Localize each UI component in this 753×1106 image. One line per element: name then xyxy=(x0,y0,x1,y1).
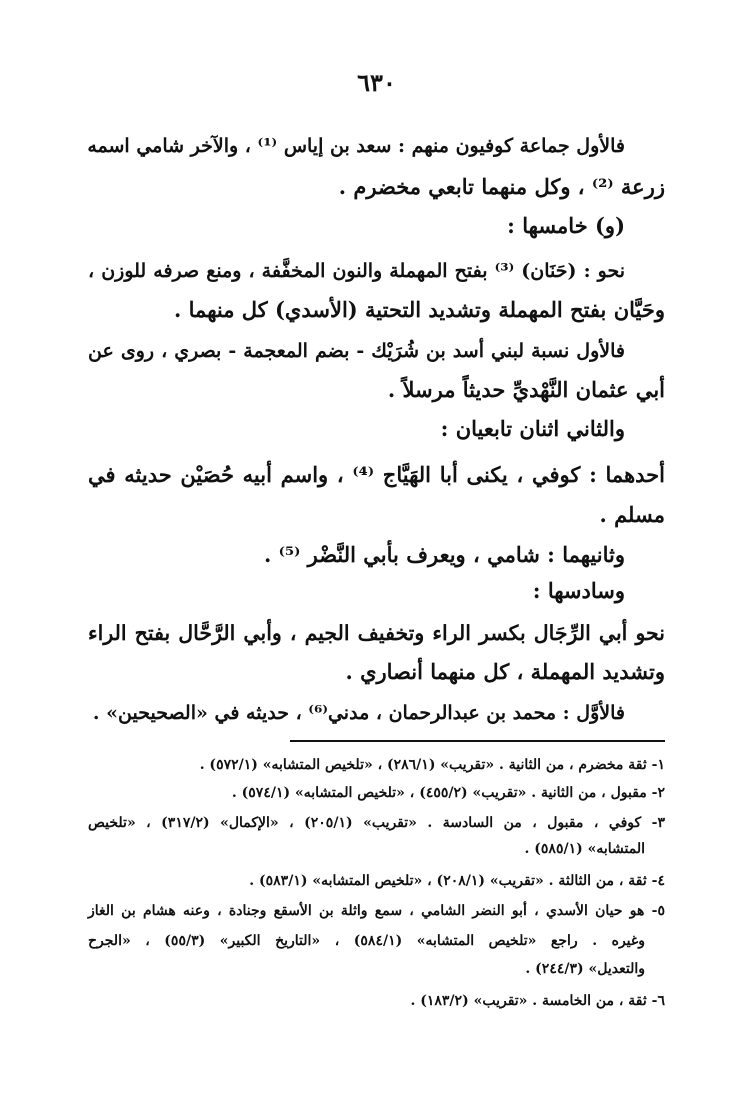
body-line: نحو : (حَنَان) ⁽³⁾ بفتح المهملة والنون المخفَّفة ، ومنع صرفه للوزن ، xyxy=(88,260,626,282)
footnote-line: ٤- ثقة ، من الثالثة . «تقريب» (٢٠٨/١) ، «تلخيص المتشابه» (٥٨٣/١) . xyxy=(249,873,665,889)
footnote-line: والتعديل» (٢٤٤/٣) . xyxy=(525,961,645,977)
body-line: أبي عثمان النَّهْديِّ حديثاً مرسلاً . xyxy=(387,377,665,402)
body-line: فالأول نسبة لبني أسد بن شُرَيْك - بضم المعجمة - بصري ، روى عن xyxy=(88,340,625,362)
body-line: وتشديد المهملة ، كل منهما أنصاري . xyxy=(345,659,665,684)
body-line: والثاني اثنان تابعيان : xyxy=(440,416,625,441)
body-line: مسلم . xyxy=(599,502,665,527)
body-line: نحو أبي الرِّجَال بكسر الراء وتخفيف الجيم ، وأبي الرَّحَّال بفتح الراء xyxy=(88,621,665,645)
body-line: وسادسها : xyxy=(532,578,625,603)
body-line: وثانيهما : شامي ، ويعرف بأبي النَّضْر ⁽⁵⁾ . xyxy=(263,542,625,567)
body-line: (و) خامسها : xyxy=(507,213,625,238)
body-line: فالأوَّل : محمد بن عبدالرحمان ، مدني⁽⁶⁾ ، حديثه في «الصحيحين» . xyxy=(92,702,625,724)
body-line: أحدهما : كوفي ، يكنى أبا الهَيَّاج ⁽⁴⁾ ، واسم أبيه حُصَيْن حديثه في xyxy=(88,462,665,487)
footnote-line: المتشابه» (٥٨٥/١) . xyxy=(524,841,645,857)
footnote-line: ٣- كوفي ، مقبول ، من السادسة . «تقريب» (٢٠٥/١) ، «الإكمال» (٣١٧/٢) ، «تلخيص xyxy=(88,815,665,831)
body-line: فالأول جماعة كوفيون منهم : سعد بن إياس ⁽¹⁾ ، والآخر شامي اسمه xyxy=(87,135,625,157)
footnote-line: ١- ثقة مخضرم ، من الثانية . «تقريب» (٢٨٦/١) ، «تلخيص المتشابه» (٥٧٢/١) . xyxy=(199,757,665,773)
footnote-divider xyxy=(290,740,665,742)
footnote-line: ٦- ثقة ، من الخامسة . «تقريب» (١٨٣/٢) . xyxy=(410,993,665,1009)
body-line: وحَيَّان بفتح المهملة وتشديد التحتية (الأسدي) كل منهما . xyxy=(174,297,665,322)
footnote-line: ٥- هو حيان الأسدي ، أبو النضر الشامي ، سمع واثلة بن الأسقع وجنادة ، وعنه هشام بن الغاز xyxy=(88,903,665,919)
footnote-line: وغيره . راجع «تلخيص المتشابه» (٥٨٤/١) ، «التاريخ الكبير» (٥٥/٣) ، «الجرح xyxy=(88,933,645,949)
footnote-line: ٢- مقبول ، من الثانية . «تقريب» (٤٥٥/٢) ، «تلخيص المتشابه» (٥٧٤/١) . xyxy=(231,785,665,801)
body-line: زرعة ⁽²⁾ ، وكل منهما تابعي مخضرم . xyxy=(338,174,665,199)
page-number: ٦٣٠ xyxy=(357,68,396,97)
